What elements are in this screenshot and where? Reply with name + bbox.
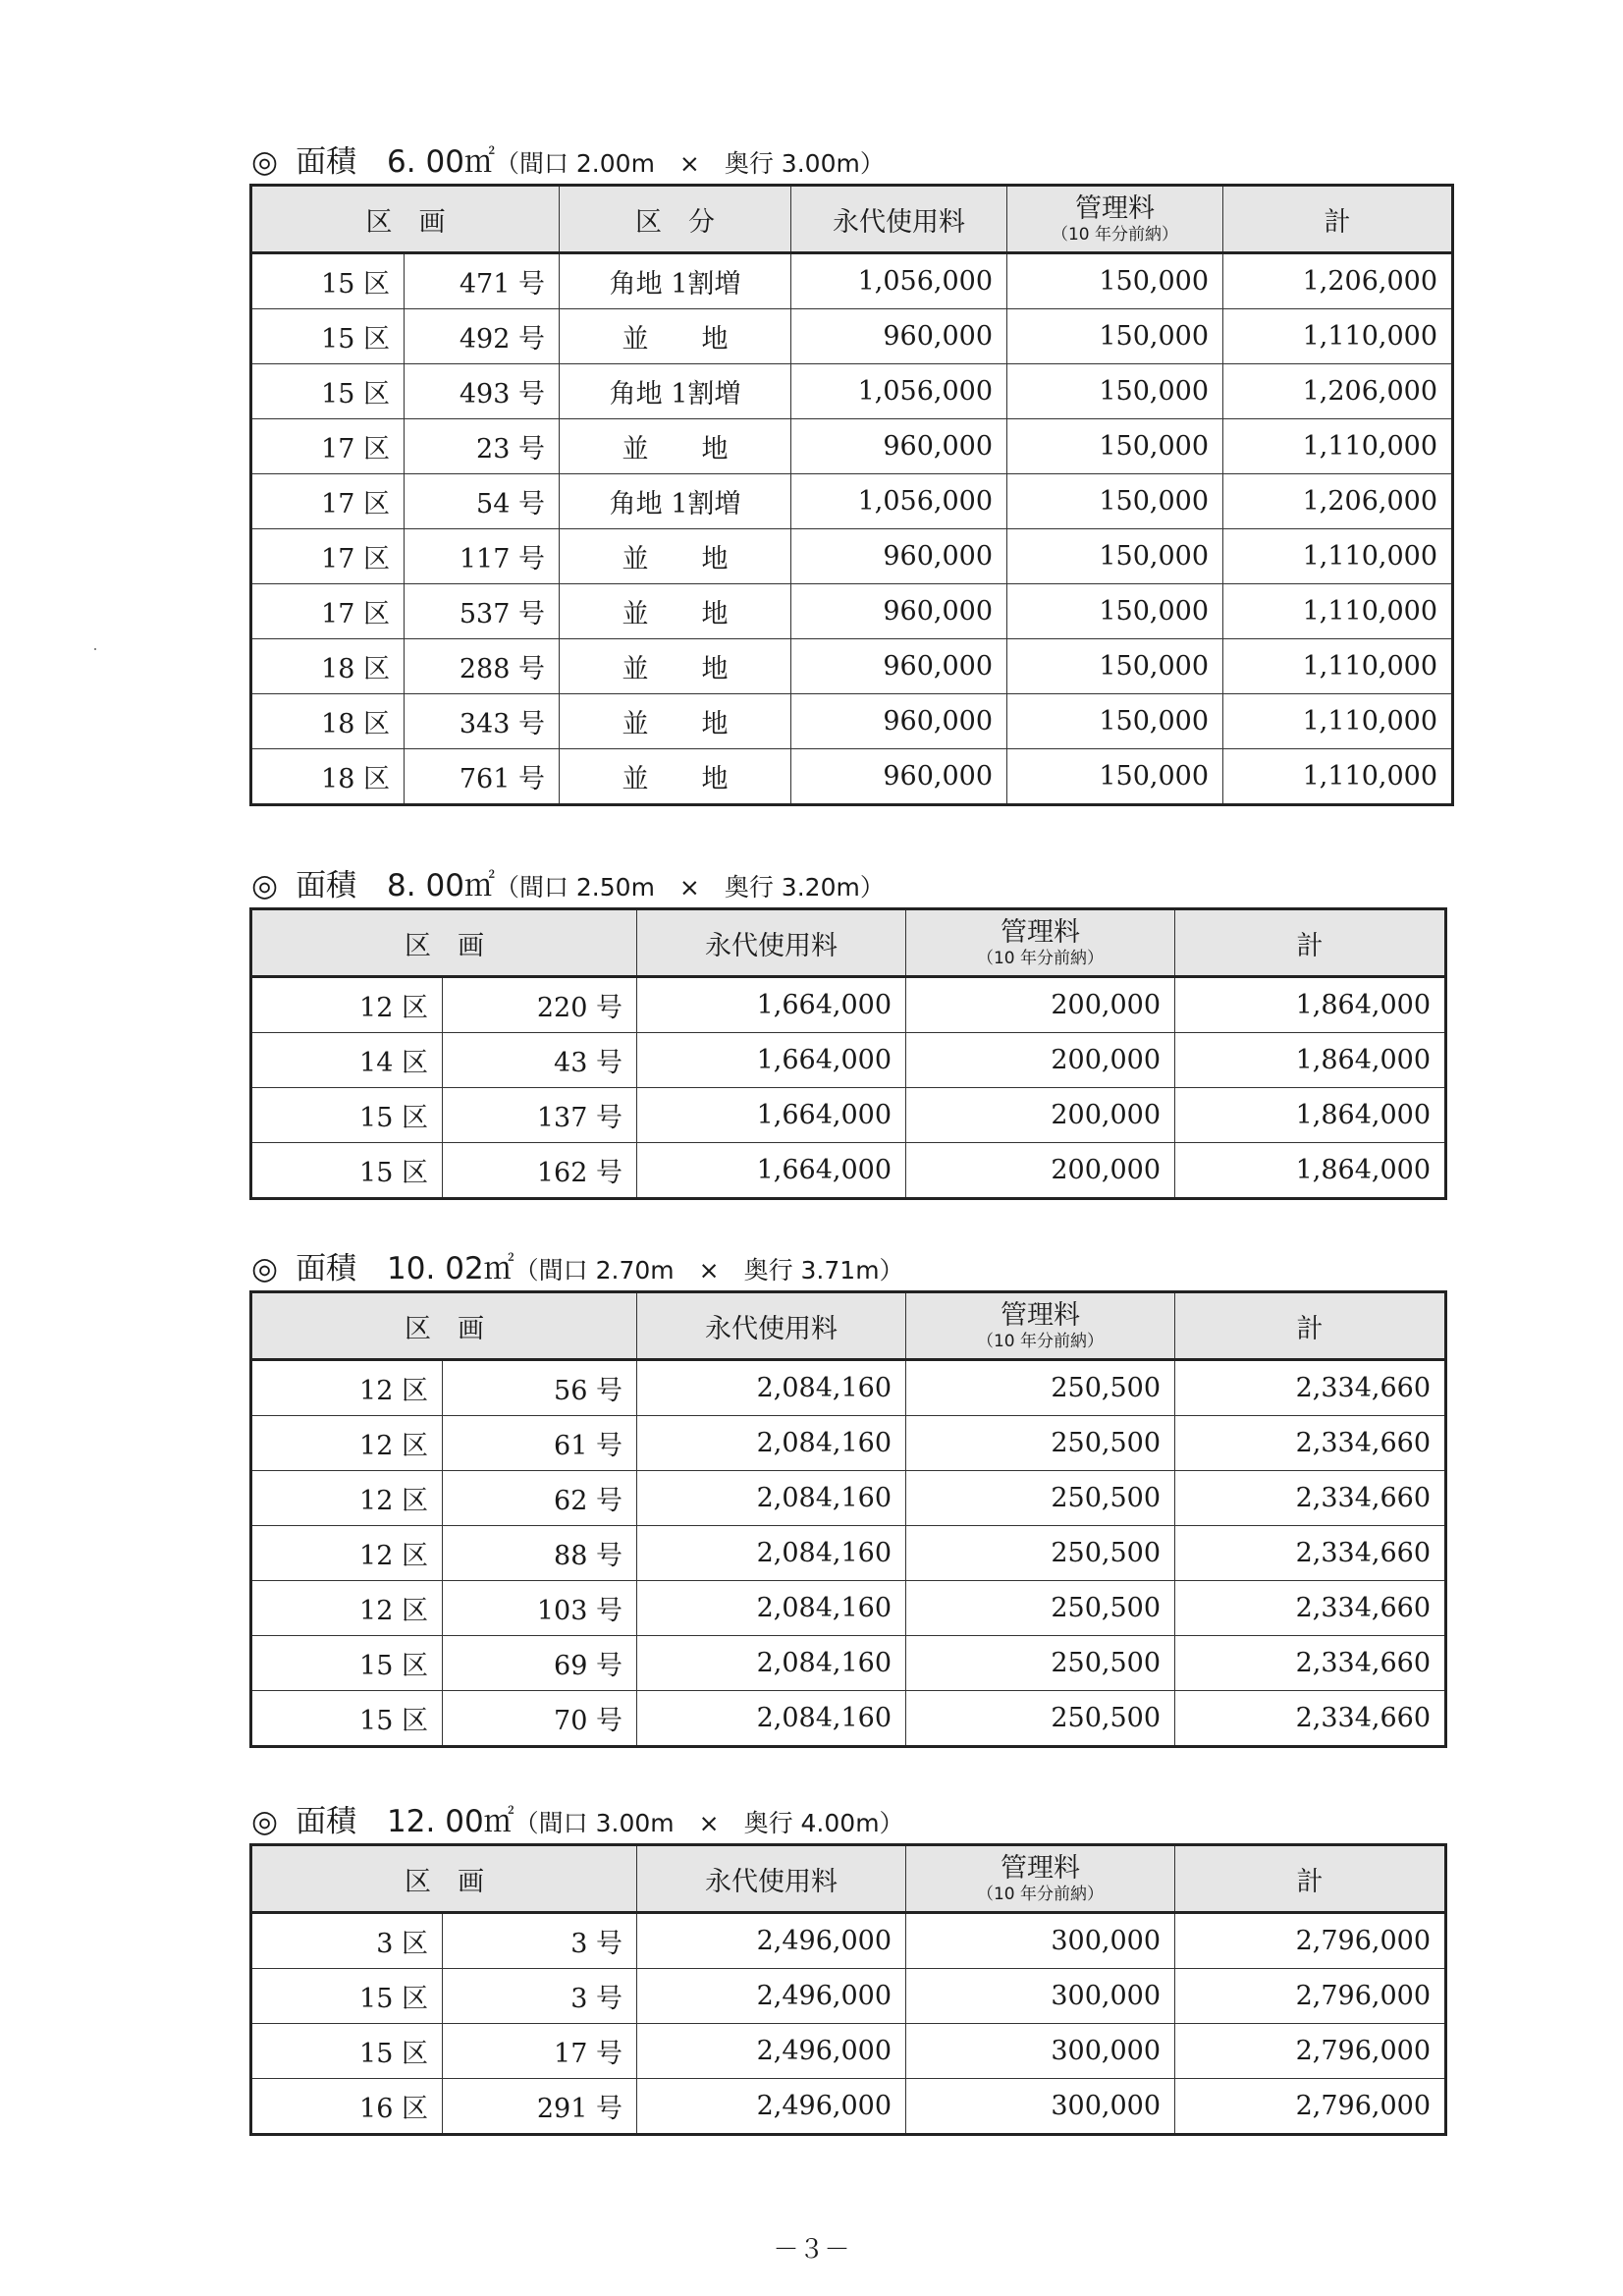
table-row <box>251 1143 1446 1199</box>
table-row <box>251 309 1453 364</box>
header-row <box>251 1292 1446 1360</box>
table-row <box>251 1416 1446 1471</box>
cell-eitai: 960,000 <box>791 419 1007 474</box>
cell-go: 17 号 <box>443 2024 637 2079</box>
cell-go: 56 号 <box>443 1360 637 1416</box>
header-row <box>251 909 1446 977</box>
table-row <box>251 419 1453 474</box>
cell-total: 1,864,000 <box>1175 977 1446 1033</box>
section-title <box>251 864 1447 907</box>
cell-total: 2,334,660 <box>1175 1471 1446 1526</box>
cell-eitai: 960,000 <box>791 584 1007 639</box>
header-row <box>251 186 1453 253</box>
cell-eitai: 1,664,000 <box>637 1088 906 1143</box>
cell-total: 1,110,000 <box>1223 584 1453 639</box>
cell-ku: 15 区 <box>251 1969 443 2024</box>
cell-eitai: 960,000 <box>791 749 1007 805</box>
table-row <box>251 1691 1446 1747</box>
cell-total: 1,110,000 <box>1223 639 1453 694</box>
header-total: 計 <box>1175 1845 1446 1913</box>
header-kanri <box>906 1845 1175 1913</box>
scan-speck <box>94 648 96 650</box>
cell-eitai: 1,664,000 <box>637 1033 906 1088</box>
cell-total: 1,206,000 <box>1223 474 1453 529</box>
table-row <box>251 1471 1446 1526</box>
cell-eitai: 960,000 <box>791 639 1007 694</box>
table-row <box>251 1969 1446 2024</box>
header-kanri-note: （10 年分前納） <box>1051 225 1179 245</box>
cell-kanri: 150,000 <box>1007 364 1223 419</box>
cell-eitai: 2,496,000 <box>637 1969 906 2024</box>
cell-ku: 14 区 <box>251 1033 443 1088</box>
price-table <box>249 1843 1447 2136</box>
header-eitai: 永代使用料 <box>637 1292 906 1360</box>
cell-kanri: 150,000 <box>1007 749 1223 805</box>
area-section <box>249 1800 1447 2136</box>
cell-kanri: 150,000 <box>1007 529 1223 584</box>
header-kanri <box>906 909 1175 977</box>
cell-kanri: 200,000 <box>906 1088 1175 1143</box>
section-title <box>251 140 1454 184</box>
bullet-circle-icon: ◎ <box>251 144 279 180</box>
table-row <box>251 1033 1446 1088</box>
cell-total: 1,110,000 <box>1223 309 1453 364</box>
area-section <box>249 864 1447 1200</box>
cell-kanri: 200,000 <box>906 1033 1175 1088</box>
cell-ku: 12 区 <box>251 1526 443 1581</box>
table-row <box>251 639 1453 694</box>
cell-eitai: 960,000 <box>791 309 1007 364</box>
bullet-circle-icon: ◎ <box>251 868 279 903</box>
header-kanri-note: （10 年分前納） <box>976 1885 1105 1904</box>
header-total: 計 <box>1223 186 1453 253</box>
price-table <box>249 184 1454 806</box>
cell-go: 3 号 <box>443 1969 637 2024</box>
header-row <box>251 1845 1446 1913</box>
cell-eitai: 2,084,160 <box>637 1471 906 1526</box>
area-label: 面積 10. 02㎡ <box>296 1251 514 1286</box>
cell-kanri: 250,500 <box>906 1416 1175 1471</box>
table-row <box>251 364 1453 419</box>
header-kanri-note: （10 年分前納） <box>976 1332 1105 1351</box>
cell-kubun: 並 地 <box>560 749 791 805</box>
cell-total: 2,334,660 <box>1175 1526 1446 1581</box>
bullet-circle-icon: ◎ <box>251 1251 279 1286</box>
cell-ku: 15 区 <box>251 364 405 419</box>
cell-go: 62 号 <box>443 1471 637 1526</box>
cell-kubun: 並 地 <box>560 309 791 364</box>
cell-total: 2,334,660 <box>1175 1581 1446 1636</box>
cell-total: 1,110,000 <box>1223 749 1453 805</box>
cell-kanri: 200,000 <box>906 1143 1175 1199</box>
cell-kanri: 300,000 <box>906 2024 1175 2079</box>
table-row <box>251 474 1453 529</box>
cell-go: 103 号 <box>443 1581 637 1636</box>
cell-go: 162 号 <box>443 1143 637 1199</box>
page-number: －３－ <box>773 2235 850 2265</box>
cell-eitai: 2,084,160 <box>637 1526 906 1581</box>
cell-go: 288 号 <box>405 639 560 694</box>
cell-eitai: 960,000 <box>791 529 1007 584</box>
header-eitai: 永代使用料 <box>637 1845 906 1913</box>
cell-ku: 12 区 <box>251 977 443 1033</box>
cell-ku: 15 区 <box>251 253 405 309</box>
header-kanri-note: （10 年分前納） <box>976 949 1105 968</box>
cell-kanri: 150,000 <box>1007 309 1223 364</box>
cell-kubun: 並 地 <box>560 694 791 749</box>
cell-ku: 15 区 <box>251 2024 443 2079</box>
header-eitai: 永代使用料 <box>791 186 1007 253</box>
cell-ku: 15 区 <box>251 1636 443 1691</box>
bullet-circle-icon: ◎ <box>251 1804 279 1839</box>
cell-total: 2,796,000 <box>1175 1913 1446 1969</box>
table-row <box>251 1581 1446 1636</box>
table-row <box>251 694 1453 749</box>
cell-total: 1,206,000 <box>1223 364 1453 419</box>
table-row <box>251 2024 1446 2079</box>
cell-eitai: 1,056,000 <box>791 474 1007 529</box>
header-kanri-label: 管理料 <box>1075 193 1155 224</box>
cell-total: 2,334,660 <box>1175 1636 1446 1691</box>
cell-kubun: 角地 1割増 <box>560 364 791 419</box>
cell-go: 88 号 <box>443 1526 637 1581</box>
cell-total: 1,110,000 <box>1223 529 1453 584</box>
header-kanri <box>1007 186 1223 253</box>
cell-total: 1,864,000 <box>1175 1033 1446 1088</box>
cell-go: 493 号 <box>405 364 560 419</box>
cell-go: 291 号 <box>443 2079 637 2135</box>
cell-total: 1,110,000 <box>1223 419 1453 474</box>
cell-go: 492 号 <box>405 309 560 364</box>
cell-kubun: 並 地 <box>560 419 791 474</box>
header-kanri-label: 管理料 <box>1001 1300 1080 1331</box>
price-table <box>249 1290 1447 1748</box>
header-kukaku: 区 画 <box>251 1845 637 1913</box>
cell-total: 1,864,000 <box>1175 1088 1446 1143</box>
cell-kanri: 250,500 <box>906 1581 1175 1636</box>
cell-go: 3 号 <box>443 1913 637 1969</box>
cell-ku: 12 区 <box>251 1471 443 1526</box>
cell-kanri: 200,000 <box>906 977 1175 1033</box>
cell-kubun: 角地 1割増 <box>560 253 791 309</box>
cell-ku: 15 区 <box>251 1088 443 1143</box>
dimensions-label: （間口 2.50m × 奥行 3.20m） <box>494 873 885 902</box>
cell-go: 69 号 <box>443 1636 637 1691</box>
cell-go: 54 号 <box>405 474 560 529</box>
cell-ku: 17 区 <box>251 529 405 584</box>
section-title <box>251 1800 1447 1843</box>
cell-kanri: 150,000 <box>1007 474 1223 529</box>
table-row <box>251 749 1453 805</box>
table-row <box>251 529 1453 584</box>
area-label: 面積 8. 00㎡ <box>296 868 495 903</box>
cell-ku: 16 区 <box>251 2079 443 2135</box>
cell-ku: 18 区 <box>251 639 405 694</box>
table-row <box>251 253 1453 309</box>
cell-kanri: 150,000 <box>1007 639 1223 694</box>
cell-eitai: 2,084,160 <box>637 1636 906 1691</box>
cell-ku: 15 区 <box>251 1143 443 1199</box>
cell-kanri: 300,000 <box>906 2079 1175 2135</box>
table-row <box>251 584 1453 639</box>
cell-total: 2,796,000 <box>1175 2024 1446 2079</box>
cell-eitai: 2,084,160 <box>637 1691 906 1747</box>
header-total: 計 <box>1175 909 1446 977</box>
cell-eitai: 1,664,000 <box>637 1143 906 1199</box>
dimensions-label: （間口 3.00m × 奥行 4.00m） <box>514 1809 904 1837</box>
cell-eitai: 1,664,000 <box>637 977 906 1033</box>
table-row <box>251 2079 1446 2135</box>
cell-kanri: 250,500 <box>906 1691 1175 1747</box>
header-total: 計 <box>1175 1292 1446 1360</box>
cell-kanri: 150,000 <box>1007 419 1223 474</box>
header-kukaku: 区 画 <box>251 186 560 253</box>
cell-kanri: 250,500 <box>906 1360 1175 1416</box>
cell-go: 471 号 <box>405 253 560 309</box>
cell-kanri: 150,000 <box>1007 584 1223 639</box>
header-kukaku: 区 画 <box>251 909 637 977</box>
cell-kubun: 並 地 <box>560 639 791 694</box>
cell-ku: 17 区 <box>251 474 405 529</box>
cell-total: 2,796,000 <box>1175 2079 1446 2135</box>
cell-ku: 17 区 <box>251 584 405 639</box>
area-section <box>249 1247 1447 1748</box>
header-kukaku: 区 画 <box>251 1292 637 1360</box>
cell-eitai: 1,056,000 <box>791 364 1007 419</box>
cell-kanri: 250,500 <box>906 1471 1175 1526</box>
cell-ku: 18 区 <box>251 749 405 805</box>
table-row <box>251 1088 1446 1143</box>
table-row <box>251 1913 1446 1969</box>
cell-kanri: 150,000 <box>1007 694 1223 749</box>
cell-go: 761 号 <box>405 749 560 805</box>
cell-eitai: 960,000 <box>791 694 1007 749</box>
cell-go: 220 号 <box>443 977 637 1033</box>
cell-go: 117 号 <box>405 529 560 584</box>
cell-go: 61 号 <box>443 1416 637 1471</box>
cell-ku: 17 区 <box>251 419 405 474</box>
cell-ku: 3 区 <box>251 1913 443 1969</box>
cell-go: 137 号 <box>443 1088 637 1143</box>
cell-ku: 12 区 <box>251 1581 443 1636</box>
cell-ku: 12 区 <box>251 1360 443 1416</box>
cell-eitai: 2,496,000 <box>637 2024 906 2079</box>
area-label: 面積 6. 00㎡ <box>296 144 495 180</box>
header-kanri-label: 管理料 <box>1001 1853 1080 1884</box>
cell-eitai: 2,084,160 <box>637 1360 906 1416</box>
cell-total: 2,796,000 <box>1175 1969 1446 2024</box>
cell-total: 2,334,660 <box>1175 1416 1446 1471</box>
cell-ku: 15 区 <box>251 1691 443 1747</box>
cell-kubun: 並 地 <box>560 529 791 584</box>
header-kubun: 区 分 <box>560 186 791 253</box>
header-kanri <box>906 1292 1175 1360</box>
dimensions-label: （間口 2.70m × 奥行 3.71m） <box>514 1256 904 1285</box>
cell-total: 2,334,660 <box>1175 1691 1446 1747</box>
cell-kanri: 300,000 <box>906 1913 1175 1969</box>
cell-total: 2,334,660 <box>1175 1360 1446 1416</box>
section-title <box>251 1247 1447 1290</box>
cell-ku: 15 区 <box>251 309 405 364</box>
cell-eitai: 2,496,000 <box>637 1913 906 1969</box>
price-table <box>249 907 1447 1200</box>
header-kanri-label: 管理料 <box>1001 917 1080 948</box>
cell-eitai: 2,084,160 <box>637 1416 906 1471</box>
cell-total: 1,864,000 <box>1175 1143 1446 1199</box>
table-row <box>251 977 1446 1033</box>
cell-ku: 18 区 <box>251 694 405 749</box>
cell-go: 23 号 <box>405 419 560 474</box>
cell-ku: 12 区 <box>251 1416 443 1471</box>
cell-kanri: 150,000 <box>1007 253 1223 309</box>
dimensions-label: （間口 2.00m × 奥行 3.00m） <box>494 149 885 178</box>
cell-kanri: 300,000 <box>906 1969 1175 2024</box>
cell-eitai: 1,056,000 <box>791 253 1007 309</box>
table-row <box>251 1360 1446 1416</box>
cell-total: 1,206,000 <box>1223 253 1453 309</box>
cell-kanri: 250,500 <box>906 1526 1175 1581</box>
cell-kanri: 250,500 <box>906 1636 1175 1691</box>
area-section <box>249 140 1454 806</box>
cell-kubun: 並 地 <box>560 584 791 639</box>
table-row <box>251 1636 1446 1691</box>
cell-eitai: 2,496,000 <box>637 2079 906 2135</box>
cell-go: 43 号 <box>443 1033 637 1088</box>
table-row <box>251 1526 1446 1581</box>
cell-kubun: 角地 1割増 <box>560 474 791 529</box>
cell-go: 537 号 <box>405 584 560 639</box>
cell-go: 70 号 <box>443 1691 637 1747</box>
area-label: 面積 12. 00㎡ <box>296 1804 514 1839</box>
header-eitai: 永代使用料 <box>637 909 906 977</box>
cell-go: 343 号 <box>405 694 560 749</box>
cell-total: 1,110,000 <box>1223 694 1453 749</box>
cell-eitai: 2,084,160 <box>637 1581 906 1636</box>
